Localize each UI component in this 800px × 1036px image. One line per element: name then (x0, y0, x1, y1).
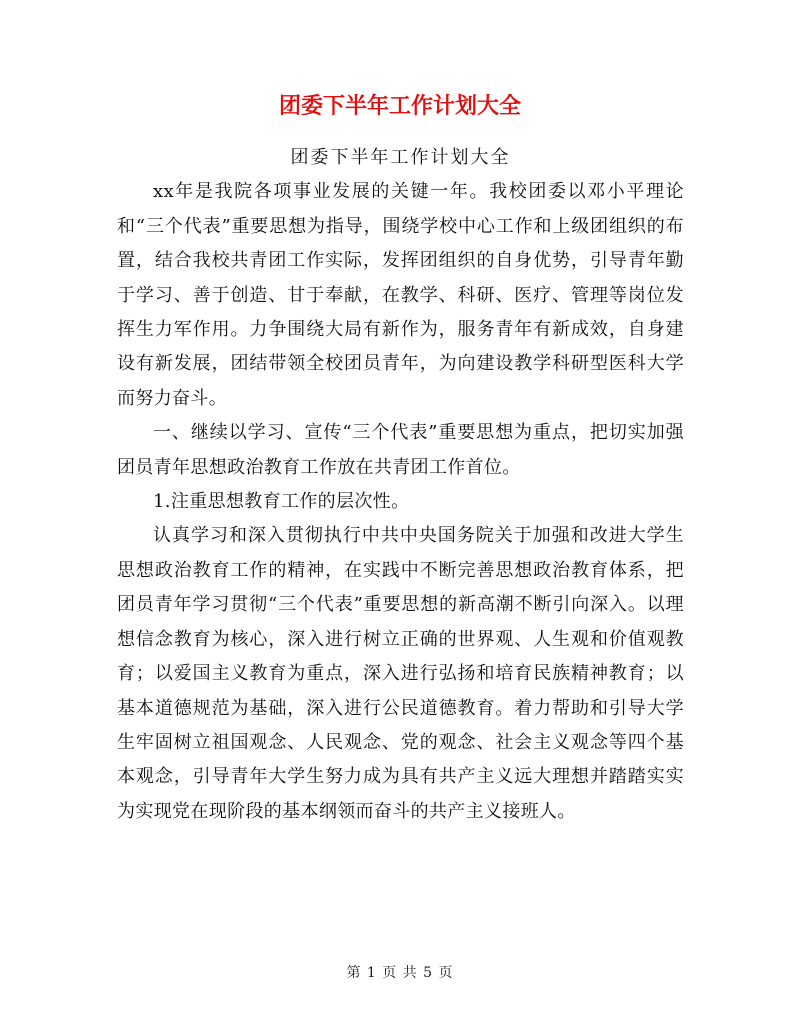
page-number-footer: 第 1 页 共 5 页 (346, 965, 454, 981)
paragraph-subsection-body: 认真学习和深入贯彻执行中共中央国务院关于加强和改进大学生思想政治教育工作的精神，在实践中不断完善思想政治教育体系，把团员青年学习贯彻“三个代表”重要思想的新高潮不断引向深入。以理想信念教育为核心，深入进行树立正确的世界观、人生观和价值观教育；以爱国主义教育为重点，深入进行弘扬和培育民族精神教育；以基本道德规范为基础，深入进行公民道德教育。着力帮助和引导大学生牢固树立祖国观念、人民观念、党的观念、社会主义观念等四个基本观念，引导青年大学生努力成为具有共产主义远大理想并踏踏实实为实现党在现阶段的基本纲领而奋斗的共产主义接班人。 (117, 525, 684, 822)
document-body (117, 141, 684, 829)
document-title: 团委下半年工作计划大全 (278, 94, 521, 119)
document-subtitle: 团委下半年工作计划大全 (290, 147, 511, 168)
paragraph-intro: xx年是我院各项事业发展的关键一年。我校团委以邓小平理论和“三个代表”重要思想为指导，围绕学校中心工作和上级团组织的布置，结合我校共青团工作实际，发挥团组织的自身优势，引导青年勤于学习、善于创造、甘于奉献，在教学、科研、医疗、管理等岗位发挥生力军作用。力争围绕大局有新作为，服务青年有新成效，自身建设有新发展，团结带领全校团员青年，为向建设教学科研型医科大学而努力奋斗。 (117, 181, 684, 409)
paragraph-subsection-heading: 1.注重思想教育工作的层次性。 (153, 491, 410, 513)
paragraph-section-one-heading: 一、继续以学习、宣传“三个代表”重要思想为重点，把切实加强团员青年思想政治教育工作放在共青团工作首位。 (117, 422, 684, 478)
